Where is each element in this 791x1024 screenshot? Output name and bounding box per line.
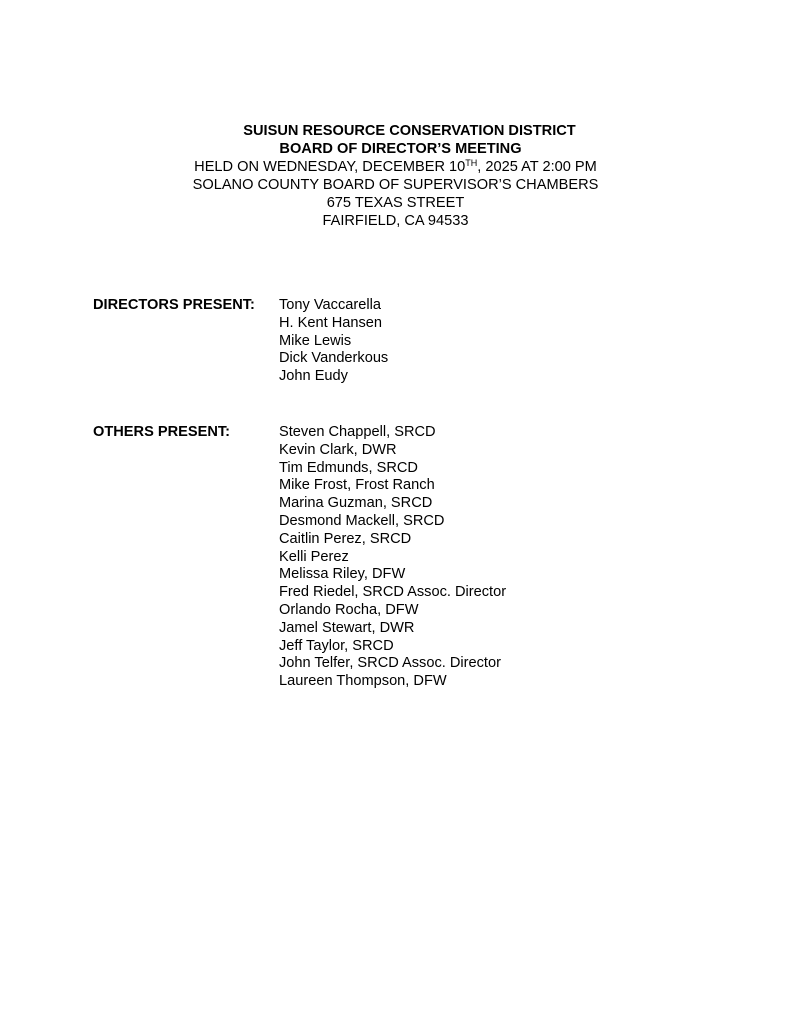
attendee-name: Laureen Thompson, DFW xyxy=(279,673,447,690)
attendee-name: Kevin Clark, DWR xyxy=(279,441,397,458)
meeting-date-suffix: , 2025 AT 2:00 PM xyxy=(477,159,597,175)
others-list xyxy=(279,424,506,691)
directors-list xyxy=(279,297,388,386)
attendee-name: Tim Edmunds, SRCD xyxy=(279,459,418,476)
attendee-name: Melissa Riley, DFW xyxy=(279,566,406,583)
attendee-name: Desmond Mackell, SRCD xyxy=(279,512,445,529)
director-name: John Eudy xyxy=(279,368,348,385)
attendee-name: John Telfer, SRCD Assoc. Director xyxy=(279,655,501,672)
directors-present-label: DIRECTORS PRESENT: xyxy=(93,297,255,313)
attendee-name: Steven Chappell, SRCD xyxy=(279,424,436,440)
attendee-name: Orlando Rocha, DFW xyxy=(279,601,419,618)
meeting-date-ordinal: TH xyxy=(465,158,478,168)
others-present-label: OTHERS PRESENT: xyxy=(93,424,231,440)
attendee-name: Mike Frost, Frost Ranch xyxy=(279,477,435,494)
attendee-name: Fred Riedel, SRCD Assoc. Director xyxy=(279,584,507,601)
meeting-city: FAIRFIELD, CA 94533 xyxy=(322,213,469,229)
attendee-name: Jeff Taylor, SRCD xyxy=(279,637,394,654)
meeting-date xyxy=(0,158,791,176)
meeting-header xyxy=(0,122,791,230)
attendee-name: Marina Guzman, SRCD xyxy=(279,495,433,512)
district-name: SUISUN RESOURCE CONSERVATION DISTRICT xyxy=(243,123,576,139)
meeting-title: BOARD OF DIRECTOR’S MEETING xyxy=(279,141,522,157)
attendee-name: Kelli Perez xyxy=(279,548,349,565)
meeting-location: SOLANO COUNTY BOARD OF SUPERVISOR’S CHAMBERS xyxy=(192,177,599,193)
director-name: Tony Vaccarella xyxy=(279,297,381,313)
director-name: Dick Vanderkous xyxy=(279,350,389,367)
meeting-date-prefix: HELD ON WEDNESDAY, DECEMBER 10 xyxy=(194,159,466,175)
attendee-name: Jamel Stewart, DWR xyxy=(279,619,415,636)
meeting-street: 675 TEXAS STREET xyxy=(326,195,465,211)
attendee-name: Caitlin Perez, SRCD xyxy=(279,530,412,547)
director-name: Mike Lewis xyxy=(279,332,352,349)
director-name: H. Kent Hansen xyxy=(279,314,383,331)
